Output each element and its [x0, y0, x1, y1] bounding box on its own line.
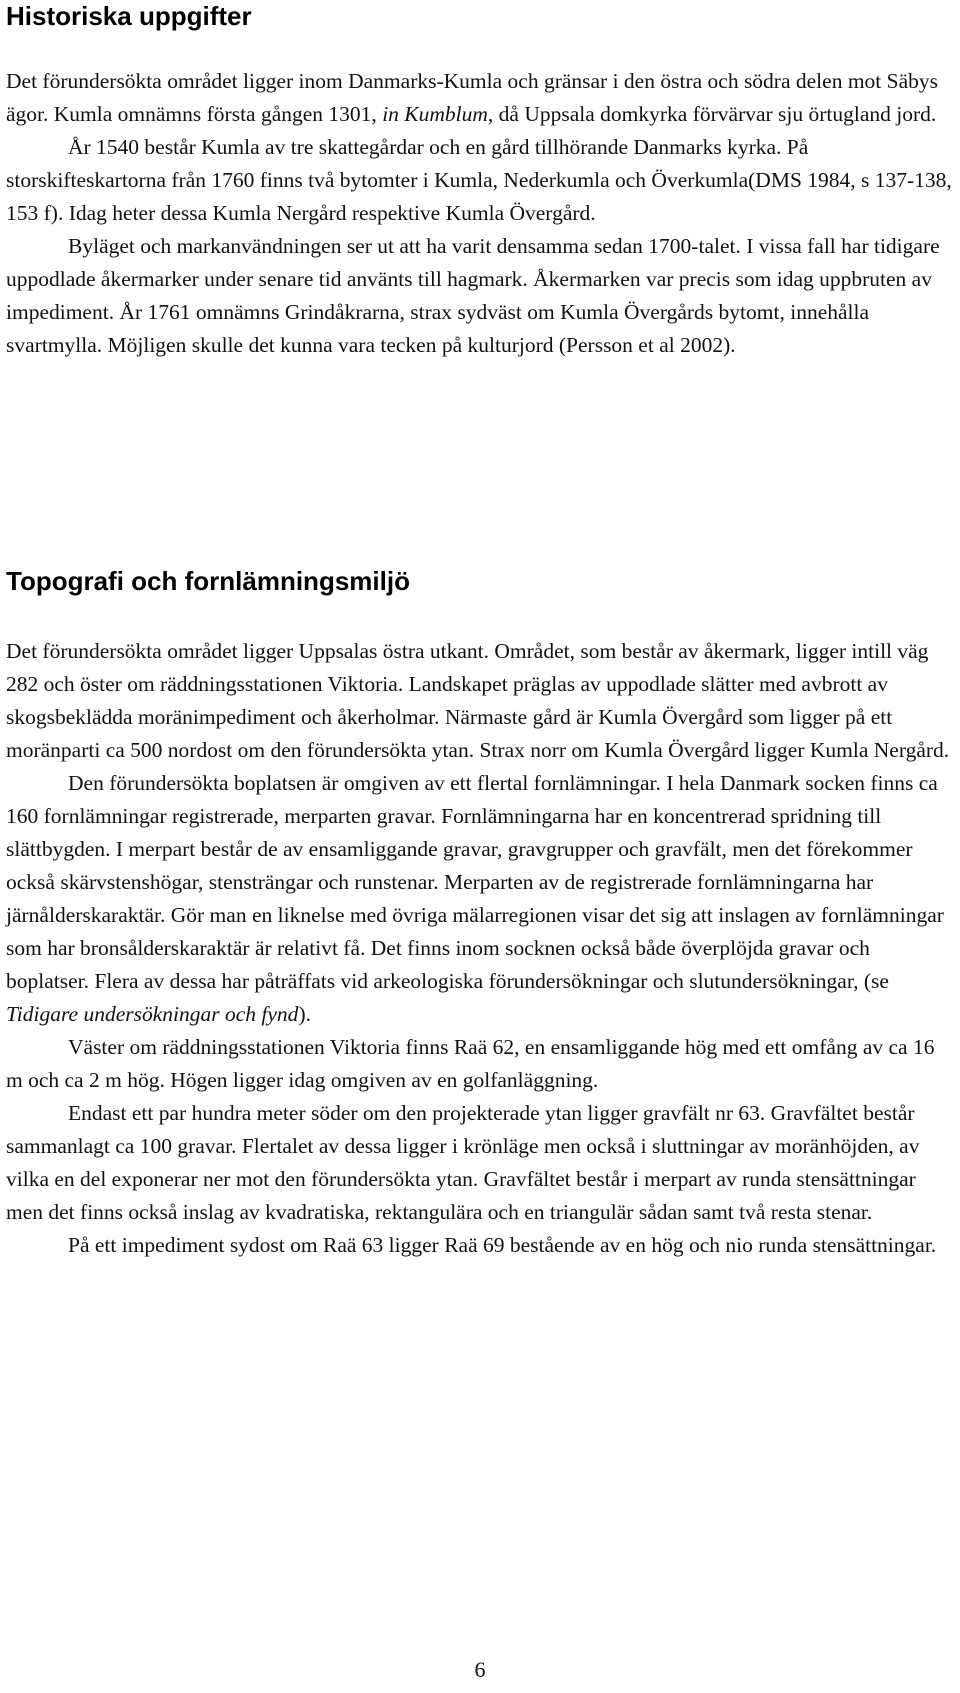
paragraph: År 1540 består Kumla av tre skattegårdar och en gård tillhörande Danmarks kyrka. På storskifteskartorna från 1760 finns två bytomter i Kumla, Nederkumla och Överkumla(DMS 1984, s 137-138, 153 f). Idag heter dessa Kumla Nergård respektive Kumla Övergård.	[6, 135, 952, 225]
text-run: ).	[298, 1002, 311, 1026]
text-run: , då Uppsala domkyrka förvärvar sju örtugland jord.	[487, 102, 937, 126]
section-topografi	[6, 635, 956, 1262]
paragraph: Byläget och markanvändningen ser ut att ha varit densamma sedan 1700-talet. I vissa fall har tidigare uppodlade åkermarker under senare tid använts till hagmark. Åkermarken var precis som idag uppbruten av impediment. År 1761 omnämns Grindåkrarna, strax sydväst om Kumla Övergårds bytomt, innehålla svartmylla. Möjligen skulle det kunna vara tecken på kulturjord (Persson et al 2002).	[6, 234, 940, 357]
paragraph: Endast ett par hundra meter söder om den projekterade ytan ligger gravfält nr 63. Gravfältet består sammanlagt ca 100 gravar. Flertalet av dessa ligger i krönläge men också i sluttningar av moränhöjden, av vilka en del exponerar ner mot den förundersökta ytan. Gravfältet består i merpart av runda stensättningar men det finns också inslag av kvadratiska, rektangulära och en triangulär sådan samt två resta stenar.	[6, 1101, 920, 1224]
paragraph	[6, 65, 956, 131]
paragraph	[6, 767, 956, 1031]
paragraph: På ett impediment sydost om Raä 63 ligger Raä 69 bestående av en hög och nio runda stensättningar.	[68, 1233, 937, 1257]
italic-text: in Kumblum	[382, 102, 488, 126]
paragraph: Det förundersökta området ligger Uppsalas östra utkant. Området, som består av åkermark, ligger intill väg 282 och öster om räddningsstationen Viktoria. Landskapet präglas av uppodlade slätter med avbrott av skogsbeklädda moränimpediment och åkerholmar. Närmaste gård är Kumla Övergård som ligger på ett moränparti ca 500 nordost om den förundersökta ytan. Strax norr om Kumla Övergård ligger Kumla Nergård.	[6, 639, 950, 762]
italic-text: Tidigare undersökningar och fynd	[6, 1002, 299, 1026]
text-run: Den förundersökta boplatsen är omgiven av ett flertal fornlämningar. I hela Danmark socken finns ca 160 fornlämningar registrerade, merparten gravar. Fornlämningarna har en koncentrerad spridning till slättbygden. I merpart består de av ensamliggande gravar, gravgrupper och gravfält, men det förekommer också skärvstenshögar, stensträngar och runstenar. Merparten av de registrerade fornlämningarna har järnålderskaraktär. Gör man en liknelse med övriga mälarregionen visar det sig att inslagen av fornlämningar som har bronsålderskaraktär är relativt få. Det finns inom socknen också både överplöjda gravar och boplatser. Flera av dessa har påträffats vid arkeologiska förundersökningar och slutundersökningar, (se	[6, 771, 944, 993]
section-heading-topografi: Topografi och fornlämningsmiljö	[6, 566, 410, 596]
section-historiska-uppgifter	[6, 65, 956, 362]
page-number: 6	[474, 1657, 486, 1682]
text-run: Det förundersökta området ligger inom Danmarks-Kumla och gränsar i den östra och södra delen mot Säbys ägor. Kumla omnämns första gången 1301,	[6, 69, 939, 126]
section-heading-historiska-uppgifter: Historiska uppgifter	[6, 1, 252, 31]
paragraph: Väster om räddningsstationen Viktoria finns Raä 62, en ensamliggande hög med ett omfång av ca 16 m och ca 2 m hög. Högen ligger idag omgiven av en golfanläggning.	[6, 1035, 935, 1092]
